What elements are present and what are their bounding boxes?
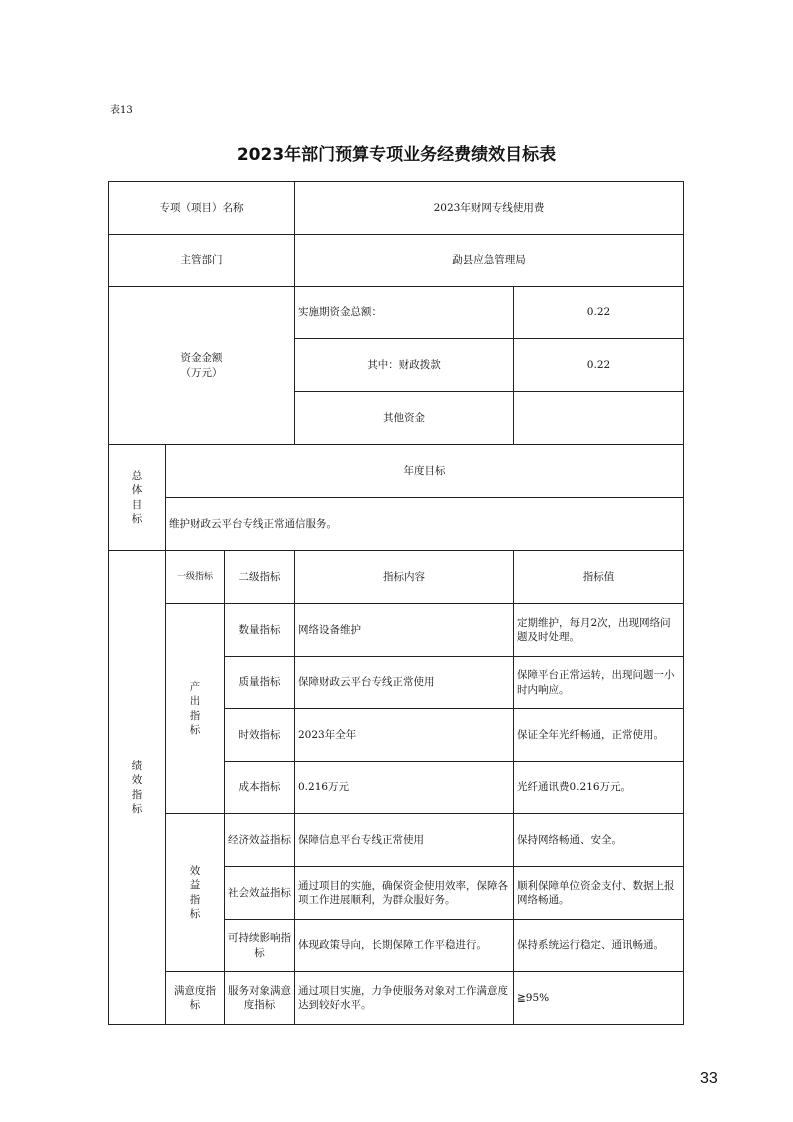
dept-value: 勐县应急管理局 [295, 235, 684, 287]
indicator-content: 网络设备维护 [295, 604, 514, 657]
funds-unit: （万元） [180, 366, 223, 379]
indicator-content: 通过项目的实施，确保资金使用效率，保障各项工作进展顺利，为群众服好务。 [295, 867, 514, 920]
label-char: 益 [189, 879, 201, 892]
performance-indicators-label [109, 551, 166, 1025]
indicator-value: 顺利保障单位资金支付、数据上报网络畅通。 [514, 867, 684, 920]
total-funds-value: 0.22 [514, 287, 684, 339]
indicator-level2: 时效指标 [225, 709, 295, 762]
indicator-value: 保持网络畅通、安全。 [514, 814, 684, 867]
label-char: 出 [189, 695, 201, 708]
output-indicators-label [166, 604, 225, 814]
indicator-content: 通过项目实施，力争使服务对象对工作满意度达到较好水平。 [295, 972, 514, 1025]
label-char: 标 [131, 802, 143, 815]
table-row [109, 498, 684, 551]
table-number: 表13 [110, 105, 133, 116]
dept-label: 主管部门 [109, 235, 295, 287]
header-value: 指标值 [514, 551, 684, 604]
label-char: 目 [131, 498, 143, 511]
project-name-label: 专项（项目）名称 [109, 182, 295, 235]
indicator-value: ≧95% [514, 972, 684, 1025]
indicator-value: 保障平台正常运转，出现问题一小时内响应。 [514, 657, 684, 709]
project-name-value: 2023年财网专线使用费 [295, 182, 684, 235]
indicator-level2: 服务对象满意度指标 [225, 972, 295, 1025]
annual-goal-label: 年度目标 [166, 445, 684, 498]
table-row [109, 972, 684, 1025]
indicator-level2: 社会效益指标 [225, 867, 295, 920]
funds-label [109, 287, 295, 445]
total-funds-label: 实施期资金总额： [295, 287, 514, 339]
header-level2: 二级指标 [225, 551, 295, 604]
annual-goal-text: 维护财政云平台专线正常通信服务。 [166, 498, 684, 551]
performance-target-table [108, 181, 684, 1025]
indicator-value: 保持系统运行稳定、通讯畅通。 [514, 920, 684, 972]
funds-label-text: 资金金额 [180, 352, 223, 365]
indicator-value: 保证全年光纤畅通，正常使用。 [514, 709, 684, 762]
label-char: 指 [189, 893, 201, 906]
indicator-content: 0.216万元 [295, 762, 514, 814]
label-char: 标 [189, 723, 201, 736]
fiscal-funds-label: 其中：财政拨款 [295, 339, 514, 392]
indicator-level2: 数量指标 [225, 604, 295, 657]
label-char: 指 [189, 709, 201, 722]
label-char: 标 [131, 512, 143, 525]
table-row [109, 814, 684, 867]
indicator-value: 光纤通讯费0.216万元。 [514, 762, 684, 814]
label-char: 效 [189, 865, 201, 878]
indicator-content: 保障财政云平台专线正常使用 [295, 657, 514, 709]
label-char: 指 [131, 788, 143, 801]
indicator-level2: 质量指标 [225, 657, 295, 709]
table-row [109, 235, 684, 287]
label-char: 产 [189, 681, 201, 694]
other-funds-label: 其他资金 [295, 392, 514, 445]
label-char: 总 [131, 470, 143, 483]
header-content: 指标内容 [295, 551, 514, 604]
label-char: 标 [189, 907, 201, 920]
table-row [109, 287, 684, 339]
benefit-indicators-label [166, 814, 225, 972]
page-title: 2023年部门预算专项业务经费绩效目标表 [236, 145, 557, 165]
indicator-level2: 经济效益指标 [225, 814, 295, 867]
label-char: 绩 [131, 760, 143, 773]
indicator-content: 保障信息平台专线正常使用 [295, 814, 514, 867]
label-char: 效 [131, 774, 143, 787]
table-row [109, 604, 684, 657]
header-level1: 一级指标 [166, 551, 225, 604]
table-row [109, 551, 684, 604]
label-char: 体 [131, 484, 143, 497]
indicator-level2: 可持续影响指标 [225, 920, 295, 972]
fiscal-funds-value: 0.22 [514, 339, 684, 392]
indicator-level2: 成本指标 [225, 762, 295, 814]
indicator-content: 2023年全年 [295, 709, 514, 762]
overall-goal-label [109, 445, 166, 551]
indicator-content: 体现政策导向，长期保障工作平稳进行。 [295, 920, 514, 972]
table-row [109, 445, 684, 498]
other-funds-value [514, 392, 684, 445]
indicator-value: 定期维护，每月2次，出现网络问题及时处理。 [514, 604, 684, 657]
page-number: 33 [700, 1070, 718, 1087]
satisfaction-indicators-label: 满意度指标 [166, 972, 225, 1025]
table-row [109, 182, 684, 235]
